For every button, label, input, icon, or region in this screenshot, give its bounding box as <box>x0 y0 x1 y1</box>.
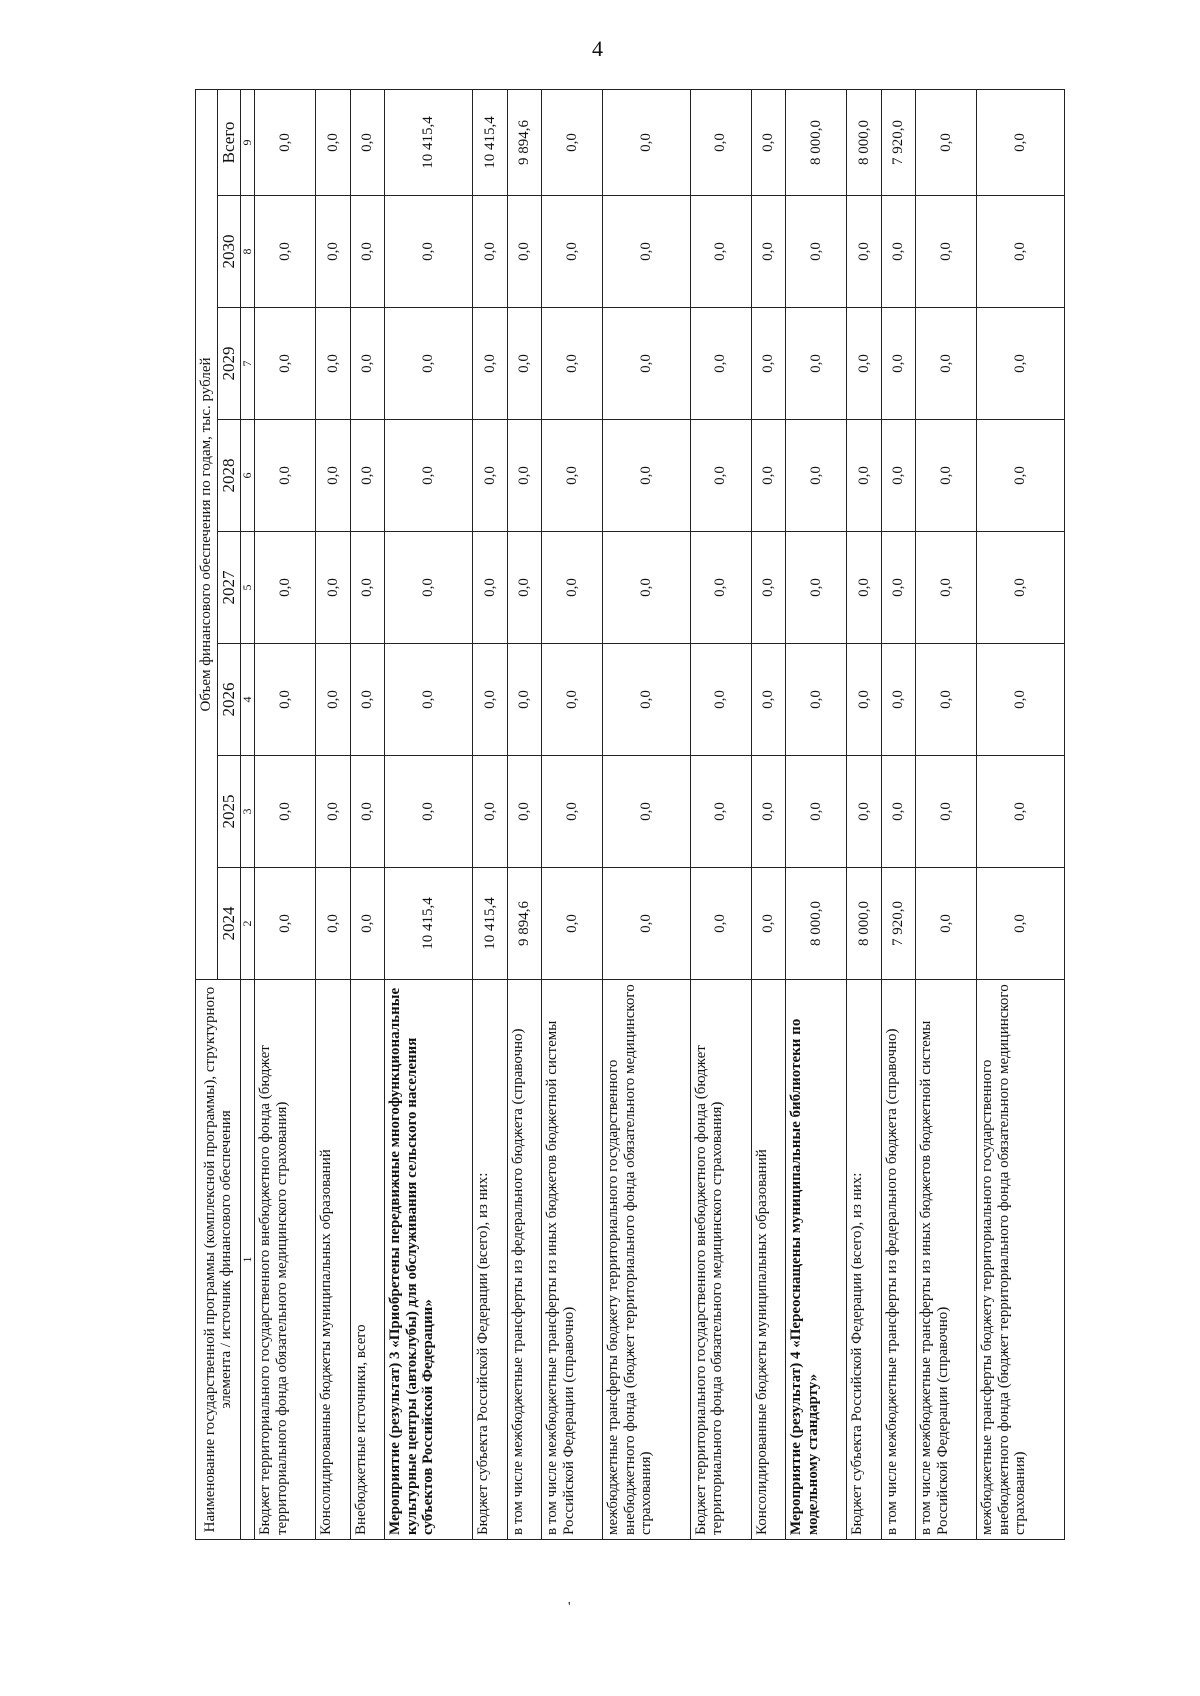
value-cell: 10 415,4 <box>385 868 473 980</box>
value-cell: 0,0 <box>603 756 691 868</box>
table-row <box>847 89 882 1539</box>
value-cell: 0,0 <box>542 89 603 195</box>
year-header: 2030 <box>217 196 241 308</box>
value-cell: 0,0 <box>916 308 977 420</box>
value-cell: 0,0 <box>350 644 385 756</box>
value-cell: 10 415,4 <box>473 868 508 980</box>
year-header: 2027 <box>217 532 241 644</box>
column-index: 4 <box>241 644 255 756</box>
value-cell: 0,0 <box>385 644 473 756</box>
value-cell: 0,0 <box>916 196 977 308</box>
row-name-cell: Внебюджетные источники, всего <box>350 980 385 1540</box>
table-row <box>316 89 351 1539</box>
value-cell: 0,0 <box>603 644 691 756</box>
value-cell: 8 000,0 <box>786 868 847 980</box>
value-cell: 0,0 <box>255 644 316 756</box>
value-cell: 0,0 <box>542 644 603 756</box>
table-row <box>603 89 691 1539</box>
value-cell: 0,0 <box>255 532 316 644</box>
table-row <box>255 89 316 1539</box>
row-name-cell: Мероприятие (результат) 4 «Переоснащены муниципальные библиотеки по модельному стандарту» <box>786 980 847 1540</box>
column-index: 6 <box>241 420 255 532</box>
value-cell: 0,0 <box>542 196 603 308</box>
column-index: 9 <box>241 89 255 195</box>
year-header: 2028 <box>217 420 241 532</box>
row-name-cell: в том числе межбюджетные трансферты из иных бюджетов бюджетной системы Российской Федерации (справочно) <box>916 980 977 1540</box>
row-name-cell: Консолидированные бюджеты муниципальных образований <box>316 980 351 1540</box>
value-cell: 0,0 <box>603 308 691 420</box>
value-cell: 0,0 <box>316 756 351 868</box>
value-cell: 0,0 <box>916 89 977 195</box>
value-cell: 0,0 <box>786 308 847 420</box>
value-cell: 0,0 <box>385 196 473 308</box>
value-cell: 8 000,0 <box>786 89 847 195</box>
value-cell: 0,0 <box>690 868 751 980</box>
table-row <box>473 89 508 1539</box>
financing-table <box>195 89 1065 1540</box>
value-cell: 0,0 <box>847 756 882 868</box>
row-name-cell: Бюджет территориального государственного внебюджетного фонда (бюджет территориального фонда обязательного медицинского страхования) <box>690 980 751 1540</box>
value-cell: 0,0 <box>847 196 882 308</box>
value-cell: 0,0 <box>542 532 603 644</box>
value-cell: 0,0 <box>255 756 316 868</box>
value-cell: 0,0 <box>507 308 542 420</box>
value-cell: 0,0 <box>603 420 691 532</box>
value-cell: 0,0 <box>881 196 916 308</box>
table-row <box>385 89 473 1539</box>
value-cell: 7 920,0 <box>881 89 916 195</box>
value-cell: 0,0 <box>603 868 691 980</box>
value-cell: 0,0 <box>350 89 385 195</box>
value-cell: 0,0 <box>316 868 351 980</box>
year-header: 2026 <box>217 644 241 756</box>
value-cell: 0,0 <box>751 89 786 195</box>
value-cell: 0,0 <box>350 756 385 868</box>
table-row <box>881 89 916 1539</box>
value-cell: 0,0 <box>473 532 508 644</box>
column-index: 8 <box>241 196 255 308</box>
value-cell: 0,0 <box>473 308 508 420</box>
value-cell: 0,0 <box>847 420 882 532</box>
value-cell: 0,0 <box>916 532 977 644</box>
column-index: 1 <box>241 980 255 1540</box>
value-cell: 0,0 <box>385 308 473 420</box>
row-name-cell: в том числе межбюджетные трансферты из федерального бюджета (справочно) <box>507 980 542 1540</box>
value-cell: 0,0 <box>507 532 542 644</box>
value-cell: 0,0 <box>786 532 847 644</box>
rotated-table-wrapper <box>195 90 1065 1540</box>
table-row <box>977 89 1065 1539</box>
table-row <box>916 89 977 1539</box>
row-name-cell: Бюджет субъекта Российской Федерации (всего), из них: <box>473 980 508 1540</box>
value-cell: 0,0 <box>542 308 603 420</box>
year-header: 2029 <box>217 308 241 420</box>
row-name-cell: Мероприятие (результат) 3 «Приобретены передвижные многофункциональные культурные центры (автоклубы) для обслуживания сельского населения субъектов Российской Федерации» <box>385 980 473 1540</box>
value-cell: 0,0 <box>881 532 916 644</box>
value-cell: 0,0 <box>751 196 786 308</box>
value-cell: 0,0 <box>977 644 1065 756</box>
row-name-cell: межбюджетные трансферты бюджету территориального государственного внебюджетного фонда (бюджет территориального фонда обязательного медицинского страхования) <box>977 980 1065 1540</box>
value-cell: 0,0 <box>542 868 603 980</box>
value-cell: 0,0 <box>751 420 786 532</box>
table-row <box>751 89 786 1539</box>
value-cell: 0,0 <box>603 196 691 308</box>
value-cell: 0,0 <box>916 756 977 868</box>
value-cell: 0,0 <box>385 532 473 644</box>
column-index: 5 <box>241 532 255 644</box>
value-cell: 0,0 <box>385 420 473 532</box>
value-cell: 0,0 <box>847 308 882 420</box>
value-cell: 0,0 <box>916 868 977 980</box>
value-cell: 0,0 <box>316 89 351 195</box>
value-cell: 0,0 <box>507 196 542 308</box>
value-cell: 0,0 <box>255 420 316 532</box>
value-cell: 0,0 <box>690 420 751 532</box>
value-cell: 0,0 <box>690 89 751 195</box>
value-cell: 0,0 <box>350 196 385 308</box>
table-row <box>350 89 385 1539</box>
value-cell: 0,0 <box>690 644 751 756</box>
column-index: 2 <box>241 868 255 980</box>
value-cell: 0,0 <box>350 868 385 980</box>
value-cell: 0,0 <box>916 420 977 532</box>
row-name-cell: в том числе межбюджетные трансферты из иных бюджетов бюджетной системы Российской Федерации (справочно) <box>542 980 603 1540</box>
column-index: 7 <box>241 308 255 420</box>
value-cell: 0,0 <box>751 868 786 980</box>
name-column-header: Наименование государственной программы (комплексной программы), структурного элемента / источник финансового обеспечения <box>196 980 241 1540</box>
row-name-cell: Бюджет территориального государственного внебюджетного фонда (бюджет территориального фонда обязательного медицинского страхования) <box>255 980 316 1540</box>
value-cell: 0,0 <box>751 756 786 868</box>
value-cell: 0,0 <box>977 868 1065 980</box>
value-cell: 0,0 <box>507 644 542 756</box>
value-cell: 0,0 <box>316 196 351 308</box>
value-cell: 0,0 <box>847 532 882 644</box>
value-cell: 0,0 <box>977 308 1065 420</box>
value-cell: 0,0 <box>786 196 847 308</box>
value-cell: 0,0 <box>751 532 786 644</box>
value-cell: 0,0 <box>847 644 882 756</box>
value-cell: 0,0 <box>751 308 786 420</box>
value-cell: 7 920,0 <box>881 868 916 980</box>
value-cell: 0,0 <box>603 532 691 644</box>
year-header: Всего <box>217 89 241 195</box>
value-cell: 0,0 <box>690 532 751 644</box>
table-row <box>690 89 751 1539</box>
value-cell: 0,0 <box>786 756 847 868</box>
value-cell: 0,0 <box>916 644 977 756</box>
value-cell: 0,0 <box>350 420 385 532</box>
value-cell: 0,0 <box>977 756 1065 868</box>
value-cell: 0,0 <box>473 644 508 756</box>
value-cell: 0,0 <box>977 420 1065 532</box>
value-cell: 0,0 <box>977 196 1065 308</box>
value-cell: 0,0 <box>881 420 916 532</box>
value-cell: 0,0 <box>977 89 1065 195</box>
year-header: 2024 <box>217 868 241 980</box>
value-cell: 8 000,0 <box>847 868 882 980</box>
value-cell: 0,0 <box>507 756 542 868</box>
value-cell: 0,0 <box>473 420 508 532</box>
value-cell: 0,0 <box>507 420 542 532</box>
table-row <box>507 89 542 1539</box>
table-row <box>786 89 847 1539</box>
value-cell: 0,0 <box>881 756 916 868</box>
value-cell: 0,0 <box>542 756 603 868</box>
value-cell: 0,0 <box>751 644 786 756</box>
value-cell: 0,0 <box>350 532 385 644</box>
value-cell: 0,0 <box>316 644 351 756</box>
value-cell: 0,0 <box>786 644 847 756</box>
row-name-cell: в том числе межбюджетные трансферты из федерального бюджета (справочно) <box>881 980 916 1540</box>
row-name-cell: межбюджетные трансферты бюджету территориального государственного внебюджетного фонда (бюджет территориального фонда обязательного медицинского страхования) <box>603 980 691 1540</box>
value-cell: 0,0 <box>786 420 847 532</box>
value-cell: 0,0 <box>881 644 916 756</box>
value-cell: 0,0 <box>316 308 351 420</box>
value-cell: 0,0 <box>690 196 751 308</box>
value-cell: 0,0 <box>255 308 316 420</box>
value-cell: 0,0 <box>690 308 751 420</box>
row-name-cell: Консолидированные бюджеты муниципальных образований <box>751 980 786 1540</box>
table-row <box>542 89 603 1539</box>
value-cell: 0,0 <box>316 532 351 644</box>
page-number: 4 <box>592 36 603 61</box>
value-cell: 0,0 <box>350 308 385 420</box>
row-name-cell: Бюджет субъекта Российской Федерации (всего), из них: <box>847 980 882 1540</box>
value-cell: 0,0 <box>603 89 691 195</box>
column-index: 3 <box>241 756 255 868</box>
value-cell: 0,0 <box>881 308 916 420</box>
value-cell: 0,0 <box>255 868 316 980</box>
value-cell: 10 415,4 <box>473 89 508 195</box>
year-header: 2025 <box>217 756 241 868</box>
value-cell: 0,0 <box>542 420 603 532</box>
volume-column-header: Объем финансового обеспечения по годам, тыс. рублей <box>196 89 218 979</box>
value-cell: 0,0 <box>255 89 316 195</box>
value-cell: 10 415,4 <box>385 89 473 195</box>
value-cell: 0,0 <box>977 532 1065 644</box>
value-cell: 0,0 <box>690 756 751 868</box>
scan-dot: ' <box>568 1600 571 1615</box>
value-cell: 8 000,0 <box>847 89 882 195</box>
value-cell: 9 894,6 <box>507 868 542 980</box>
value-cell: 0,0 <box>316 420 351 532</box>
value-cell: 0,0 <box>473 196 508 308</box>
value-cell: 0,0 <box>385 756 473 868</box>
value-cell: 0,0 <box>473 756 508 868</box>
value-cell: 9 894,6 <box>507 89 542 195</box>
value-cell: 0,0 <box>255 196 316 308</box>
